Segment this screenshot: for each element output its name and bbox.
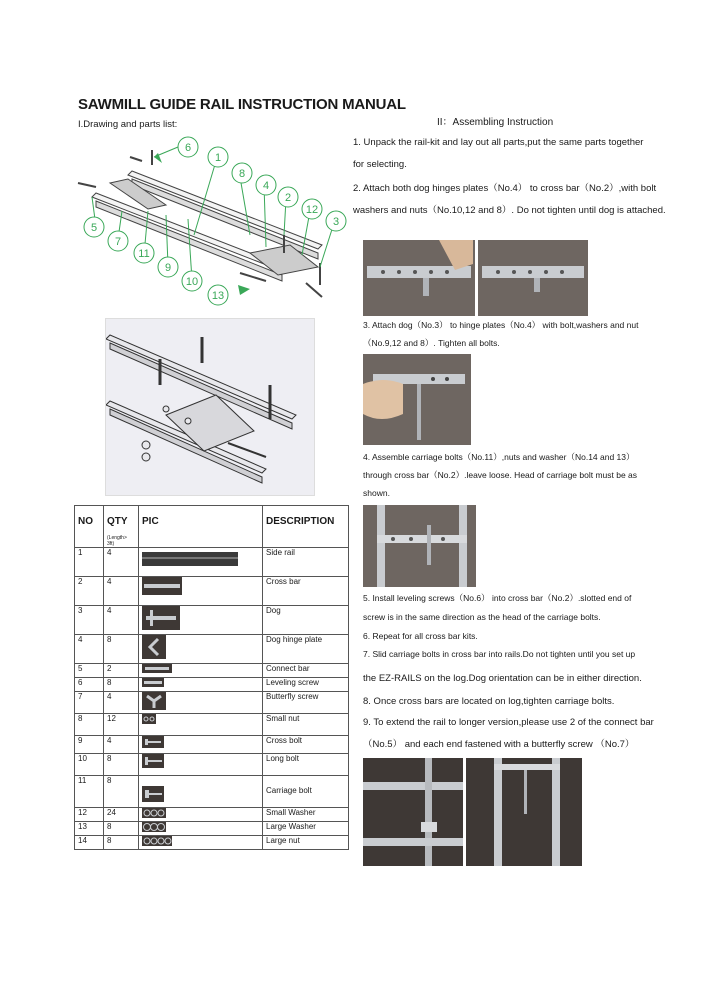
step-4-line-3: shown. (363, 488, 390, 498)
cross-bar-icon (142, 577, 182, 595)
step-5-line-1: 5. Install leveling screws（No.6） into cross bar（No.2）.slotted end of (363, 593, 632, 603)
table-row: 5 2 Connect bar (75, 664, 349, 678)
butterfly-screw-icon (142, 692, 166, 710)
table-row: 4 8 Dog hinge plate (75, 635, 349, 664)
step-7-line-2: the EZ-RAILS on the log.Dog orientation can be in either direction. (363, 673, 642, 684)
assembly-closeup-figure (105, 318, 315, 496)
table-row: 3 4 Dog (75, 606, 349, 635)
table-row: 13 8 Large Washer (75, 822, 349, 836)
connect-bar-icon (142, 664, 172, 673)
table-row: 1 4 Side rail (75, 548, 349, 577)
long-bolt-icon (142, 754, 164, 768)
dog-icon (142, 606, 180, 630)
cross-bolt-icon (142, 736, 164, 748)
callout-3: 3 (332, 216, 340, 228)
callout-11: 11 (138, 248, 150, 260)
step-9-photo-left (363, 758, 463, 866)
exploded-diagram (70, 135, 350, 310)
section-drawing-heading: I.Drawing and parts list: (78, 119, 178, 130)
callout-10: 10 (185, 276, 199, 288)
header-no: NO (75, 506, 104, 548)
callout-5: 5 (90, 222, 98, 234)
table-row: 2 4 Cross bar (75, 577, 349, 606)
step-9-photo-right (466, 758, 582, 866)
callout-12: 12 (305, 204, 319, 216)
step-4-line-2: through cross bar（No.2）.leave loose. Head of carriage bolt must be as (363, 470, 638, 480)
step-3-line-1: 3. Attach dog（No.3） to hinge plates（No.4） with bolt,washers and nut (363, 320, 639, 330)
step-6: 6. Repeat for all cross bar kits. (363, 631, 478, 641)
callout-7: 7 (114, 236, 122, 248)
table-row: 10 8 Long bolt (75, 754, 349, 776)
carriage-bolt-icon (142, 786, 164, 802)
step-5-line-2: screw is in the same direction as the head of the carriage bolts. (363, 612, 601, 622)
step-9-line-2: （No.5） and each end fastened with a butterfly screw （No.7） (363, 739, 635, 750)
header-qty: QTY (Length> 3ft) (104, 506, 139, 548)
table-row: 12 24 Small Washer (75, 808, 349, 822)
table-row: 11 8 Carriage bolt (75, 776, 349, 808)
table-row: 7 4 Butterfly screw (75, 692, 349, 714)
step-2-photo-left (363, 240, 475, 316)
callout-4: 4 (262, 180, 270, 192)
step-4-photo (363, 505, 476, 587)
section-assembling-heading: II：Assembling Instruction (437, 117, 554, 128)
step-8: 8. Once cross bars are located on log,tighten carriage bolts. (363, 696, 615, 707)
page-title: SAWMILL GUIDE RAIL INSTRUCTION MANUAL (78, 96, 406, 113)
large-nut-icon (142, 836, 172, 846)
table-row: 8 12 Small nut (75, 714, 349, 736)
callout-6: 6 (184, 142, 192, 154)
callout-13: 13 (211, 290, 225, 302)
callout-1: 1 (214, 152, 222, 164)
step-2-line-1: 2. Attach both dog hinges plates（No.4） to cross bar（No.2）,with bolt (353, 183, 657, 194)
step-7-line-1: 7. Slid carriage bolts in cross bar into rails.Do not tighten until you set up (363, 649, 636, 659)
step-3-photo (363, 354, 471, 445)
table-row: 14 8 Large nut (75, 836, 349, 850)
table-row: 9 4 Cross bolt (75, 736, 349, 754)
table-row: 6 8 Leveling screw (75, 678, 349, 692)
small-washer-icon (142, 808, 166, 818)
step-1-line-1: 1. Unpack the rail-kit and lay out all parts,put the same parts together (353, 137, 644, 148)
callout-9: 9 (164, 262, 172, 274)
callout-2: 2 (284, 192, 292, 204)
side-rail-icon (142, 548, 238, 570)
step-2-photo-right (478, 240, 588, 316)
small-nut-icon (142, 714, 156, 724)
step-3-line-2: （No.9,12 and 8）. Tighten all bolts. (363, 338, 500, 348)
parts-table (74, 505, 349, 850)
leveling-screw-icon (142, 678, 164, 687)
step-2-line-2: washers and nuts（No.10,12 and 8）. Do not tighten until dog is attached. (353, 205, 666, 216)
large-washer-icon (142, 822, 166, 832)
step-4-line-1: 4. Assemble carriage bolts（No.11）,nuts and washer（No.14 and 13） (363, 452, 635, 462)
callout-8: 8 (238, 168, 246, 180)
header-pic: PIC (139, 506, 263, 548)
header-description: DESCRIPTION (263, 506, 349, 548)
hinge-plate-icon (142, 635, 166, 659)
step-9-line-1: 9. To extend the rail to longer version,please use 2 of the connect bar (363, 717, 654, 728)
step-1-line-2: for selecting. (353, 159, 407, 170)
